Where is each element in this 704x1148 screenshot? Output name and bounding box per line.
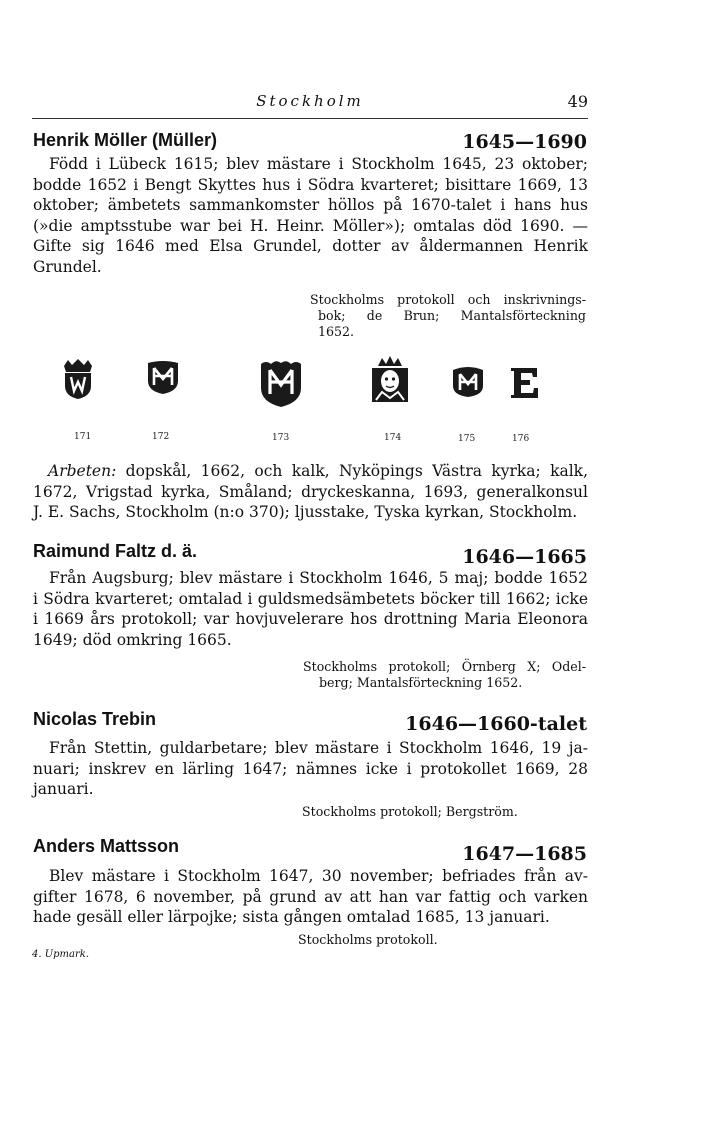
entry-name: Anders Mattsson: [33, 836, 180, 856]
mark-hm-ligature-icon: [258, 358, 304, 408]
mark-letter-e-icon: [508, 366, 540, 400]
mark-number: 174: [384, 433, 402, 443]
entry-text: [33, 154, 588, 277]
mark-crowned-shield-icon: [60, 358, 96, 400]
text-line: i 1669 års protokoll; var hovjuvelerare hos drottning Maria Eleonora: [33, 610, 588, 628]
entry-dates: 1646—1660-talet: [405, 713, 587, 735]
source-note: [298, 932, 586, 948]
running-head: [32, 92, 588, 116]
works-label: Arbeten:: [48, 462, 117, 480]
source-note: [302, 804, 586, 820]
text-line: Blev mästare i Stockholm 1647, 30 november; befriades från av-: [49, 867, 588, 885]
source-line: Stockholms protokoll.: [298, 932, 438, 947]
entry-dates: 1646—1665: [462, 546, 587, 568]
works-line: dopskål, 1662, och kalk, Nyköpings Västra kyrka; kalk,: [125, 462, 588, 480]
text-line: i Södra kvarteret; omtalad i guldsmedsämbetets böcker till 1662; icke: [33, 589, 588, 608]
text-line: bodde 1652 i Bengt Skyttes hus i Södra kvarteret; bisittare 1669, 13: [33, 175, 588, 194]
text-line: (»die amptsstube war bei H. Heinr. Möller»); omtalas död 1690. —: [33, 216, 588, 235]
source-line: 1652.: [318, 324, 355, 339]
works-text: [33, 461, 588, 523]
text-line: Från Stettin, guldarbetare; blev mästare i Stockholm 1646, 19 ja-: [49, 739, 588, 757]
mark-number: 173: [272, 433, 290, 443]
entry-text: [33, 866, 588, 928]
text-line: 1649; död omkring 1665.: [33, 630, 232, 649]
mark-crowned-head-icon: [368, 354, 412, 406]
text-line: Gifte sig 1646 med Elsa Grundel, dotter av åldermannen Henrik: [33, 237, 588, 255]
source-note: [303, 659, 586, 691]
text-line: [33, 461, 588, 482]
mark-number: 172: [152, 432, 170, 442]
running-head-title: Stockholm: [256, 92, 364, 110]
text-line: J. E. Sachs, Stockholm (n:o 370); ljusstake, Tyska kyrkan, Stockholm.: [33, 503, 578, 521]
mark-number: 176: [512, 434, 530, 444]
text-line: 1672, Vrigstad kyrka, Småland; dryckeskanna, 1693, generalkonsul: [33, 482, 588, 501]
text-line: oktober; ämbetets sammankomster höllos på 1670-talet i hans hus: [33, 196, 588, 214]
text-line: Född i Lübeck 1615; blev mästare i Stockholm 1645, 23 oktober;: [49, 155, 588, 173]
entry-text: [33, 568, 588, 650]
entry-name: Nicolas Trebin: [33, 709, 157, 729]
entry-name: Henrik Möller (Müller): [33, 130, 218, 150]
header-rule: [32, 118, 588, 119]
entry-dates: 1645—1690: [462, 131, 587, 153]
entry-dates: 1647—1685: [462, 843, 587, 865]
source-line: Stockholms protokoll och inskrivnings-: [310, 292, 586, 307]
mark-hm-ligature-icon: [146, 359, 180, 395]
text-line: Grundel.: [33, 257, 102, 276]
text-line: Från Augsburg; blev mästare i Stockholm 1646, 5 maj; bodde 1652: [49, 569, 588, 587]
text-line: januari.: [33, 780, 94, 798]
text-line: nuari; inskrev en lärling 1647; nämnes icke i protokollet 1669, 28: [33, 759, 588, 778]
source-line: Stockholms protokoll; Bergström.: [302, 804, 518, 819]
source-line: berg; Mantalsförteckning 1652.: [319, 675, 523, 690]
text-line: hade gesäll eller lärpojke; sista gången omtalad 1685, 13 januari.: [33, 908, 550, 926]
mark-hm-ligature-icon: [451, 364, 485, 398]
entry-name: Raimund Faltz d. ä.: [33, 541, 198, 561]
entry-text: [33, 738, 588, 800]
mark-number: 171: [74, 432, 92, 442]
signature-mark: 4. Upmark.: [32, 949, 90, 960]
page-number: 49: [567, 92, 588, 111]
source-line: Stockholms protokoll; Örnberg X; Odel-: [303, 659, 586, 674]
source-note: [310, 292, 586, 340]
text-line: gifter 1678, 6 november, på grund av att han var fattig och varken: [33, 887, 588, 906]
mark-number: 175: [458, 434, 476, 444]
source-line: bok; de Brun; Mantalsförteckning: [318, 308, 586, 323]
